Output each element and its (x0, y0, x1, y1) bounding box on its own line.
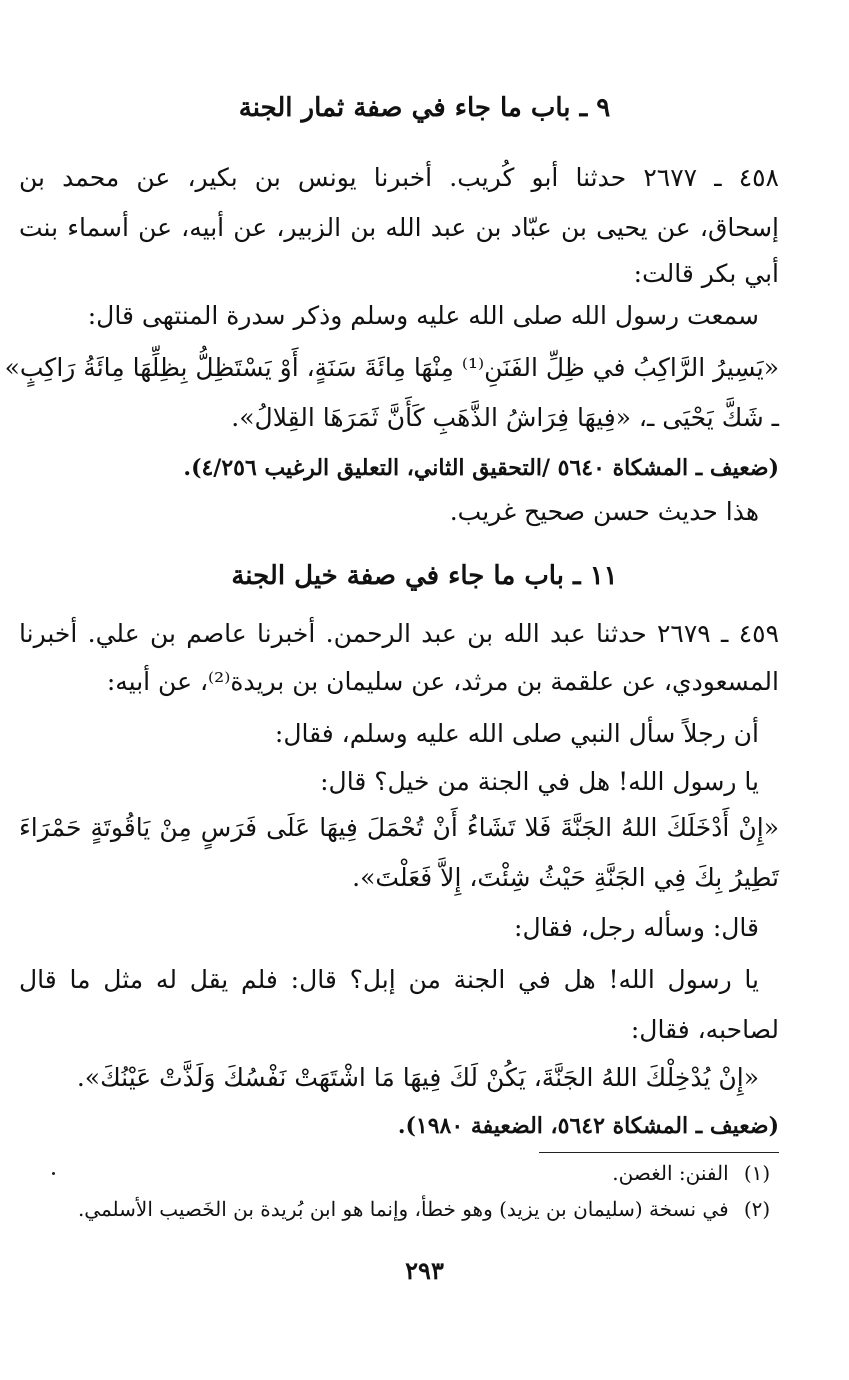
hadith-459-source: (ضعيف ـ المشكاة ٥٦٤٢، الضعيفة ١٩٨٠). (397, 1113, 779, 1139)
hadith-459-line-5: قال: وسأله رجل، فقال: (514, 913, 759, 942)
hadith-458-quote-line-1: «يَسِيرُ الرَّاكِبُ في ظِلِّ الفَنَنِ⁽¹⁾ مِنْهَا مِائَةَ سَنَةٍ، أَوْ يَسْتَظِلُّ بِظِلِّهَا مِائَةُ رَاكِبٍ» (4, 353, 779, 382)
footnote-separator (539, 1152, 779, 1153)
footnote-2-text: في نسخة (سليمان بن يزيد) وهو خطأ، وإنما هو ابن بُريدة بن الخَصيب الأسلمي. (77, 1197, 729, 1221)
footnote-1 (612, 1158, 779, 1188)
section-9-title: ٩ ـ باب ما جاء في صفة ثمار الجنة (238, 93, 611, 123)
footnote-2 (78, 1194, 779, 1224)
hadith-459-line-7: لصاحبه، فقال: (630, 1015, 779, 1044)
hadith-458-line-4: سمعت رسول الله صلى الله عليه وسلم وذكر سدرة المنتهى قال: (87, 301, 759, 330)
hadith-459-line-4: يا رسول الله! هل في الجنة من خيل؟ قال: (320, 767, 759, 796)
hadith-458-line-1: ٤٥٨ ـ ٢٦٧٧ حدثنا أبو كُريب. أخبرنا يونس بن بكير، عن محمد بن (19, 163, 779, 192)
margin-dot (52, 1172, 55, 1175)
hadith-458-line-2: إسحاق، عن يحيى بن عبّاد بن عبد الله بن الزبير، عن أبيه، عن أسماء بنت (19, 213, 779, 242)
hadith-458-line-3: أبي بكر قالت: (633, 259, 779, 288)
hadith-458-comment: هذا حديث حسن صحيح غريب. (449, 497, 759, 526)
hadith-459-quote-line-1: «إِنْ أَدْخَلَكَ اللهُ الجَنَّةَ فَلا تَشَاءُ أَنْ تُحْمَلَ فِيهَا عَلَى فَرَسٍ مِنْ يَاقُوتَةٍ حَمْرَاءَ (19, 813, 779, 842)
hadith-459-line-1: ٤٥٩ ـ ٢٦٧٩ حدثنا عبد الله بن عبد الرحمن. أخبرنا عاصم بن علي. أخبرنا (19, 619, 780, 648)
hadith-459-line-6: يا رسول الله! هل في الجنة من إبل؟ قال: فلم يقل له مثل ما قال (19, 965, 759, 994)
footnote-1-number: (١) (743, 1161, 771, 1185)
hadith-458-quote-line-2: ـ شَكَّ يَحْيَى ـ، «فِيهَا فِرَاشُ الذَّهَبِ كَأَنَّ ثَمَرَهَا القِلالُ». (231, 403, 779, 432)
hadith-459-line-3: أن رجلاً سأل النبي صلى الله عليه وسلم، فقال: (274, 719, 759, 748)
hadith-459-line-2: المسعودي، عن علقمة بن مرثد، عن سليمان بن بريدة⁽²⁾، عن أبيه: (106, 667, 779, 696)
hadith-459-quote-line-3: «إِنْ يُدْخِلْكَ اللهُ الجَنَّةَ، يَكُنْ لَكَ فِيهَا مَا اشْتَهَتْ نَفْسُكَ وَلَذَّتْ عَيْنُكَ». (76, 1063, 759, 1092)
footnote-1-text: الفنن: الغصن. (612, 1161, 729, 1185)
footnote-2-number: (٢) (743, 1197, 771, 1221)
hadith-459-quote-line-2: تَطِيرُ بِكَ فِي الجَنَّةِ حَيْثُ شِئْتَ، إِلاَّ فَعَلْتَ». (352, 863, 779, 892)
page-number: ٢٩٣ (405, 1256, 444, 1285)
hadith-458-source: (ضعيف ـ المشكاة ٥٦٤٠ /التحقيق الثاني، التعليق الرغيب ٤/٢٥٦). (183, 455, 779, 481)
section-11-title: ١١ ـ باب ما جاء في صفة خيل الجنة (231, 561, 618, 591)
